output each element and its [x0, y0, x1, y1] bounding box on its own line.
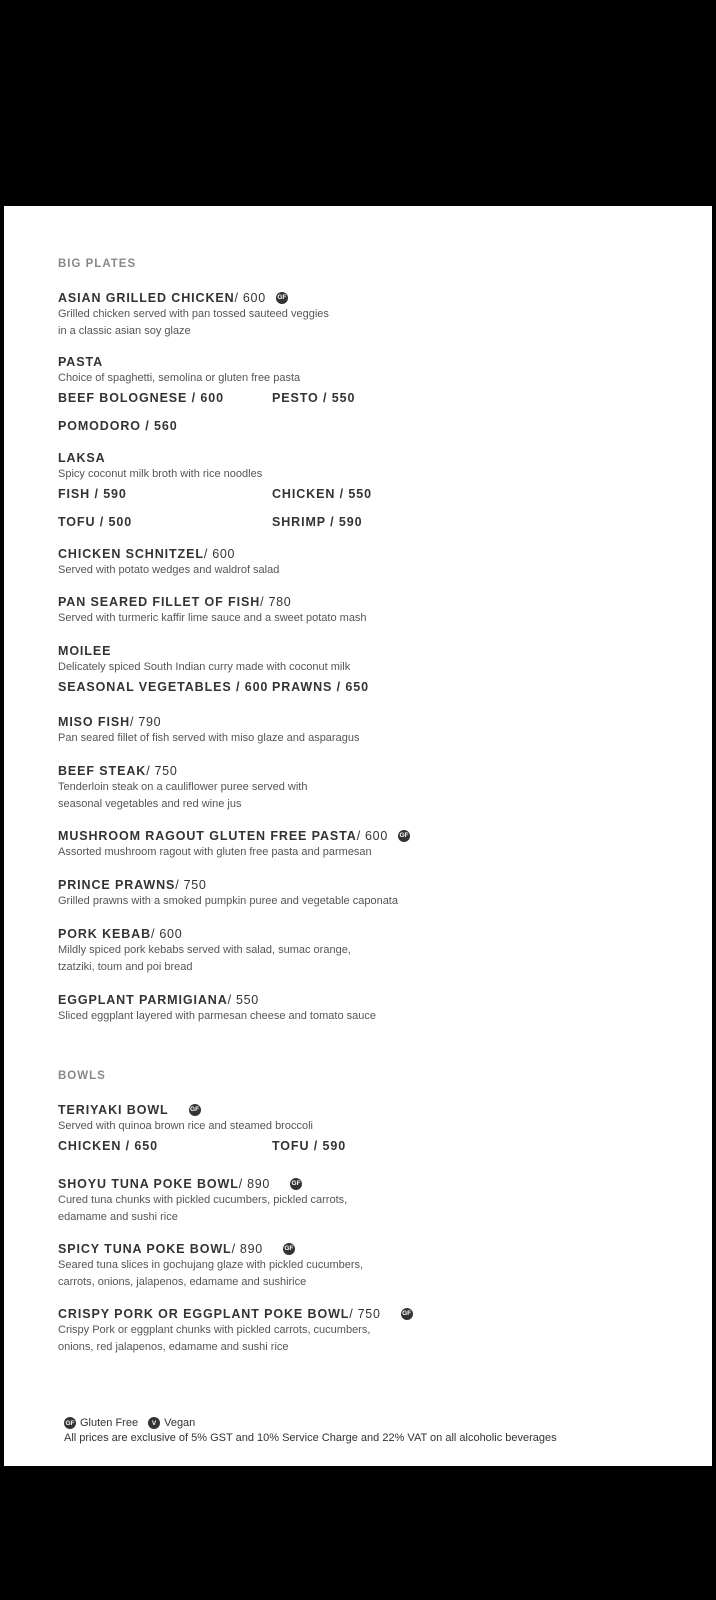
section-title-big-plates: BIG PLATES	[58, 258, 137, 270]
item-description: Pan seared fillet of fish served with miso glaze and asparagus	[58, 732, 360, 744]
gluten-free-icon: GF	[398, 830, 410, 842]
section-title-bowls: BOWLS	[58, 1070, 106, 1082]
item-name: MOILEE	[58, 644, 112, 658]
gluten-free-icon: GF	[401, 1308, 413, 1320]
option-tofu: TOFU / 590	[272, 1139, 347, 1153]
option-beef-bolognese: BEEF BOLOGNESE / 600	[58, 391, 224, 405]
gluten-free-icon: GF	[283, 1243, 295, 1255]
menu-item-moilee	[58, 643, 678, 704]
item-price: / 890	[238, 1177, 271, 1191]
menu-item-spicy-tuna-poke-bowl	[58, 1241, 678, 1291]
item-price: / 550	[227, 993, 259, 1007]
item-name: BEEF STEAK	[58, 764, 147, 778]
menu-item-pan-seared-fillet	[58, 594, 678, 627]
item-price: / 600	[234, 291, 266, 305]
item-name: MUSHROOM RAGOUT GLUTEN FREE PASTA	[58, 829, 357, 843]
item-price: / 750	[349, 1307, 381, 1321]
item-name: CHICKEN SCHNITZEL	[58, 547, 204, 561]
item-description: Sliced eggplant layered with parmesan cheese and tomato sauce	[58, 1010, 376, 1022]
item-name: SPICY TUNA POKE BOWL	[58, 1242, 232, 1256]
option-fish: FISH / 590	[58, 487, 127, 501]
item-price: / 750	[175, 878, 207, 892]
item-name: CRISPY PORK OR EGGPLANT POKE BOWL	[58, 1307, 350, 1321]
gluten-free-icon: GF	[189, 1104, 201, 1116]
vegan-icon: V	[148, 1417, 160, 1429]
item-description: Seared tuna slices in gochujang glaze with pickled cucumbers, carrots, onions, jalapenos, edamame and sushirice	[58, 1259, 364, 1288]
menu-item-chicken-schnitzel	[58, 546, 678, 579]
item-description: Grilled chicken served with pan tossed sauteed veggies in a classic asian soy glaze	[58, 308, 329, 337]
item-description: Served with quinoa brown rice and steamed broccoli	[58, 1120, 313, 1132]
item-name: ASIAN GRILLED CHICKEN	[58, 291, 235, 305]
item-name: TERIYAKI BOWL	[58, 1103, 169, 1117]
menu-item-teriyaki-bowl	[58, 1102, 678, 1163]
item-name: LAKSA	[58, 451, 106, 465]
price-note: All prices are exclusive of 5% GST and 10% Service Charge and 22% VAT on all alcoholic beverages	[64, 1432, 557, 1444]
item-price: / 600	[151, 927, 183, 941]
item-description: Served with potato wedges and waldrof salad	[58, 564, 280, 576]
item-price: / 890	[231, 1242, 263, 1256]
option-tofu: TOFU / 500	[58, 515, 133, 529]
item-description: Crispy Pork or eggplant chunks with pickled carrots, cucumbers, onions, red jalapenos, edamame and sushi rice	[58, 1324, 371, 1353]
item-name: SHOYU TUNA POKE BOWL	[58, 1177, 239, 1191]
item-name: PASTA	[58, 355, 104, 369]
item-price: / 600	[356, 829, 388, 843]
item-name: PRINCE PRAWNS	[58, 878, 176, 892]
item-description: Mildly spiced pork kebabs served with salad, sumac orange, tzatziki, toum and poi bread	[58, 944, 351, 973]
item-description: Spicy coconut milk broth with rice noodles	[58, 468, 263, 480]
menu-item-eggplant-parmigiana	[58, 992, 678, 1025]
option-chicken: CHICKEN / 550	[272, 487, 372, 501]
gluten-free-icon: GF	[290, 1178, 302, 1190]
option-pesto: PESTO / 550	[272, 391, 356, 405]
item-name: PAN SEARED FILLET OF FISH	[58, 595, 261, 609]
gluten-free-icon: GF	[276, 292, 288, 304]
legend-gluten-free-label: Gluten Free	[80, 1417, 139, 1429]
item-price: / 780	[260, 595, 292, 609]
option-shrimp: SHRIMP / 590	[272, 515, 363, 529]
item-description: Cured tuna chunks with pickled cucumbers, pickled carrots, edamame and sushi rice	[58, 1194, 348, 1223]
item-description: Choice of spaghetti, semolina or gluten free pasta	[58, 372, 301, 384]
menu-item-prince-prawns	[58, 877, 678, 910]
menu-item-beef-steak	[58, 763, 678, 813]
menu-item-mushroom-ragout	[58, 828, 678, 861]
option-chicken: CHICKEN / 650	[58, 1139, 158, 1153]
menu-item-asian-grilled-chicken	[58, 290, 678, 340]
menu-item-pork-kebab	[58, 926, 678, 976]
item-description: Served with turmeric kaffir lime sauce and a sweet potato mash	[58, 612, 367, 624]
item-name: PORK KEBAB	[58, 927, 152, 941]
legend-vegan-label: Vegan	[164, 1417, 196, 1429]
menu-item-laksa	[58, 450, 678, 539]
menu-item-miso-fish	[58, 714, 678, 747]
item-name: EGGPLANT PARMIGIANA	[58, 993, 228, 1007]
item-name: MISO FISH	[58, 715, 130, 729]
item-price: / 600	[203, 547, 236, 561]
menu-item-crispy-poke-bowl	[58, 1306, 678, 1356]
option-seasonal-vegetables: SEASONAL VEGETABLES / 600	[58, 680, 269, 694]
item-description: Tenderloin steak on a cauliflower puree served with seasonal vegetables and red wine jus	[58, 781, 308, 810]
menu-item-shoyu-tuna-poke-bowl	[58, 1176, 678, 1226]
legend	[64, 1417, 557, 1444]
option-pomodoro: POMODORO / 560	[58, 419, 178, 433]
item-price: / 790	[130, 715, 162, 729]
item-description: Assorted mushroom ragout with gluten free pasta and parmesan	[58, 846, 372, 858]
item-price: / 750	[146, 764, 178, 778]
item-description: Delicately spiced South Indian curry made with coconut milk	[58, 661, 351, 673]
menu-page	[4, 206, 712, 1466]
menu-item-pasta	[58, 354, 678, 443]
gluten-free-icon: GF	[64, 1417, 76, 1429]
option-prawns: PRAWNS / 650	[272, 680, 369, 694]
item-description: Grilled prawns with a smoked pumpkin puree and vegetable caponata	[58, 895, 398, 907]
